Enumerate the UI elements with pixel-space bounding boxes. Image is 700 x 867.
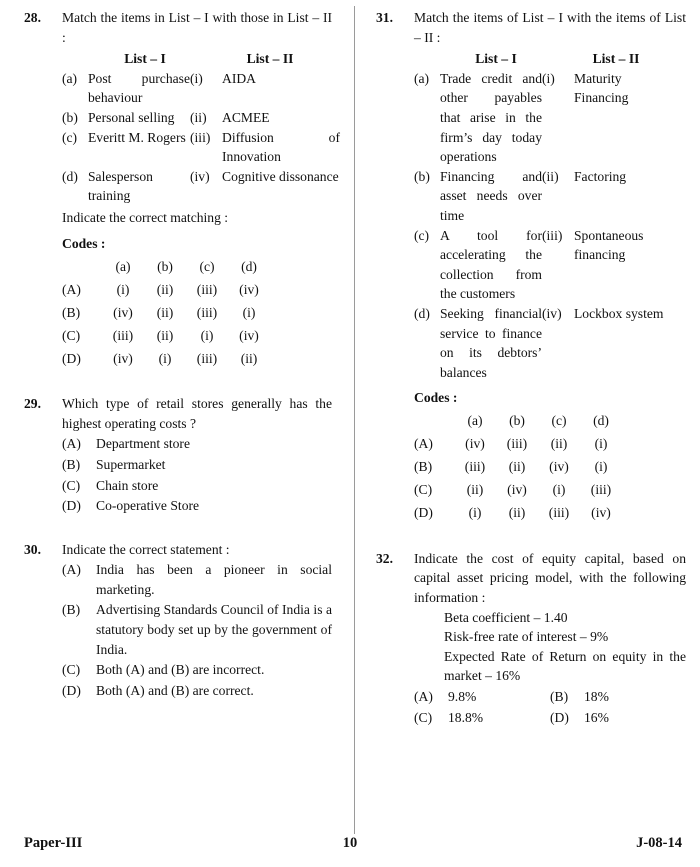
item-key: (i) [190,70,203,86]
option-text: 16% [584,709,609,725]
option-key: (D) [550,709,569,725]
item-text: ACMEE [222,109,270,125]
option-key: (A) [414,689,433,705]
match-row [62,108,332,128]
option-key: (D) [62,498,81,514]
option-key: (D) [62,682,81,698]
option-key: (A) [62,436,81,452]
question-number: 29. [24,396,41,412]
codes-header-a: (a) [115,258,131,274]
question-body [62,540,332,701]
codes-header-blank [62,255,102,278]
question-29 [24,394,332,516]
match-row [414,69,686,167]
item-key: (b) [414,168,430,184]
item-text: Personal selling [88,109,175,125]
list-2-header: List – II [592,51,640,67]
list-2-header: List – II [246,51,294,67]
option-key: (A) [62,562,81,578]
codes-cell: (i) [200,327,214,343]
codes-cell: (iii) [506,436,528,452]
codes-row-label: (A) [414,436,433,452]
option-key: (B) [550,689,569,705]
codes-cell: (ii) [156,327,174,343]
item-key: (c) [414,227,430,243]
codes-cell: (i) [158,350,172,366]
item-text: Everitt M. Rogers [88,129,186,145]
question-number: 30. [24,541,41,557]
item-text: Seeking financial service to finance on its debtors’ balances [440,305,542,380]
list-2-item [190,69,340,89]
codes-row-label: (B) [62,304,81,320]
item-key: (c) [62,129,78,145]
codes-header-a: (a) [467,413,483,429]
codes-row-c[interactable] [62,324,270,347]
question-28 [24,8,340,370]
question-body [414,8,686,525]
option-d[interactable] [62,496,332,516]
codes-cell: (ii) [466,482,484,498]
matching-instruction: Indicate the correct matching : [62,209,229,225]
option-key: (C) [414,709,433,725]
option-text: 18% [584,689,609,705]
codes-header-b: (b) [509,413,525,429]
codes-cell: (ii) [508,505,526,521]
item-text: Factoring [574,168,627,184]
codes-cell: (iii) [590,482,612,498]
page-columns [0,8,700,830]
item-key: (a) [62,70,78,86]
option-d[interactable] [550,708,686,728]
option-d[interactable] [62,681,332,701]
item-key: (d) [62,168,78,184]
item-text: AIDA [222,70,256,86]
codes-cell: (iii) [548,505,570,521]
codes-cell: (ii) [550,436,568,452]
question-30 [24,540,332,701]
item-key: (iv) [190,168,210,184]
question-stem: Which type of retail stores generally has the highest operating costs ? [62,396,332,431]
list-2-item [190,167,340,187]
question-body [62,394,332,516]
option-c[interactable] [414,708,550,728]
codes-cell: (ii) [240,350,258,366]
option-text: Chain store [96,477,159,493]
codes-cell: (iii) [196,304,218,320]
codes-cell: (ii) [156,304,174,320]
option-text: Department store [96,436,190,452]
list-2-item [542,226,670,265]
codes-header-c: (c) [199,258,215,274]
codes-row-label: (C) [414,482,433,498]
codes-row-b[interactable] [62,301,270,324]
match-row [62,128,340,167]
codes-header-b: (b) [157,258,173,274]
option-c[interactable] [62,660,332,680]
codes-label: Codes : [62,235,106,251]
item-key: (d) [414,305,430,321]
option-text: Co-operative Store [96,498,200,514]
item-key: (ii) [542,168,559,184]
option-a[interactable] [62,434,332,454]
codes-table [62,255,270,370]
codes-row-d[interactable] [414,502,622,525]
question-spacer [376,527,686,549]
option-text: Both (A) and (B) are incorrect. [96,662,265,678]
codes-cell: (i) [594,436,608,452]
option-b[interactable] [62,600,332,659]
list-headers [62,49,332,69]
codes-cell: (iii) [112,327,134,343]
option-key: (C) [62,477,81,493]
list-headers [414,49,686,69]
footer-paper-label: Paper-III [24,835,83,851]
question-number: 31. [376,10,393,25]
info-line-expected-return: Expected Rate of Return on equity in the market – 16% [444,648,686,684]
option-b[interactable] [62,455,332,475]
codes-cell: (i) [594,459,608,475]
match-row [62,167,339,206]
question-stem: Match the items in List – I with those in List – II : [62,10,332,45]
codes-row-d[interactable] [62,347,270,370]
codes-cell: (i) [552,482,566,498]
match-row [62,69,332,108]
item-text: Lockbox system [574,305,664,321]
option-row-1 [414,686,686,707]
codes-header-blank [414,410,454,433]
footer-paper-code: J-08-14 [636,835,682,851]
item-key: (iii) [190,129,211,145]
codes-header-d: (d) [593,413,609,429]
codes-header-row [414,410,622,433]
match-row [414,167,686,226]
list-1-item [414,226,542,304]
codes-row-label: (A) [62,281,81,297]
list-1-item [414,167,542,226]
codes-row-a[interactable] [414,433,622,456]
codes-cell: (iii) [196,350,218,366]
option-text: Advertising Standards Council of India is a statutory body set up by the government of India. [96,602,332,657]
option-text: Both (A) and (B) are correct. [96,682,254,698]
list-2-item [190,128,340,167]
option-key: (B) [62,456,81,472]
codes-cell: (iv) [507,482,527,498]
codes-cell: (iv) [113,350,133,366]
question-body [414,549,686,727]
item-key: (b) [62,109,78,125]
info-line-beta: Beta coefficient – 1.40 [444,609,568,625]
option-text: 9.8% [448,689,477,705]
item-key: (iii) [542,227,563,243]
question-stem: Indicate the cost of equity capital, based on capital asset pricing model, with the following information : [414,550,686,606]
codes-row-label: (B) [414,459,433,475]
list-1-item [62,128,190,148]
option-text: Supermarket [96,456,166,472]
option-a[interactable] [62,560,332,599]
item-text: Cognitive dissonance [222,168,339,184]
match-row [414,226,686,304]
item-text: Trade credit and other payables that arise in the firm’s day today operations [440,70,542,165]
codes-header-row [62,255,270,278]
codes-cell: (iv) [113,304,133,320]
list-2-item [542,304,670,324]
page-footer [0,835,700,857]
codes-cell: (iv) [591,505,611,521]
list-1-item [62,69,190,108]
codes-cell: (iv) [239,281,259,297]
codes-row-label: (D) [414,505,433,521]
question-stem: Match the items of List – I with the items of List – II : [414,10,686,45]
item-text: Salesperson training [88,168,153,204]
codes-cell: (ii) [156,281,174,297]
codes-cell: (i) [468,505,482,521]
item-text: Spontaneous financing [574,227,644,263]
codes-table [414,410,622,525]
option-b[interactable] [550,687,686,707]
list-2-item [190,108,340,128]
question-spacer [24,372,332,394]
list-1-item [62,167,190,206]
question-32 [376,549,686,727]
codes-row-a[interactable] [62,278,270,301]
list-1-item [414,304,542,382]
codes-cell: (iv) [239,327,259,343]
codes-header-d: (d) [241,258,257,274]
option-a[interactable] [414,687,550,707]
item-key: (a) [414,70,430,86]
question-body [62,8,340,370]
codes-cell: (ii) [508,459,526,475]
item-key: (iv) [542,305,562,321]
question-number: 28. [24,10,41,25]
codes-row-b[interactable] [414,456,622,479]
item-text: Maturity Financing [574,70,629,106]
match-row [414,304,686,382]
list-1-header: List – I [124,51,166,67]
codes-row-label: (C) [62,327,81,343]
codes-row-label: (D) [62,350,81,366]
item-key: (ii) [190,109,207,125]
item-text: A tool for accelerating the collection from the customers [440,227,542,302]
question-number: 32. [376,550,393,566]
info-line-risk-free-rate: Risk-free rate of interest – 9% [444,629,609,645]
list-1-item [414,69,542,167]
codes-cell: (i) [242,304,256,320]
codes-header-c: (c) [551,413,567,429]
option-key: (B) [62,602,81,618]
item-text: Diffusion of Innovation [222,129,340,165]
codes-cell: (iii) [196,281,218,297]
list-2-item [542,167,670,187]
codes-cell: (iv) [465,436,485,452]
codes-label: Codes : [414,390,458,406]
left-column [0,8,354,830]
list-1-item [62,108,190,128]
item-text: Financing and asset needs over time [440,168,542,223]
question-31 [376,8,686,525]
option-text: 18.8% [448,709,484,725]
option-text: India has been a pioneer in social marketing. [96,562,332,597]
option-c[interactable] [62,476,332,496]
list-2-item [542,69,670,108]
item-text: Post purchase behaviour [88,70,190,106]
codes-cell: (iv) [549,459,569,475]
right-column [354,8,700,830]
item-key: (i) [542,70,555,86]
question-spacer [24,518,332,540]
option-key: (C) [62,662,81,678]
footer-page-number: 10 [342,835,358,851]
codes-row-c[interactable] [414,479,622,502]
list-1-header: List – I [475,51,517,67]
codes-cell: (i) [116,281,130,297]
question-stem: Indicate the correct statement : [62,541,230,557]
option-row-2 [414,707,686,728]
codes-cell: (iii) [464,459,486,475]
